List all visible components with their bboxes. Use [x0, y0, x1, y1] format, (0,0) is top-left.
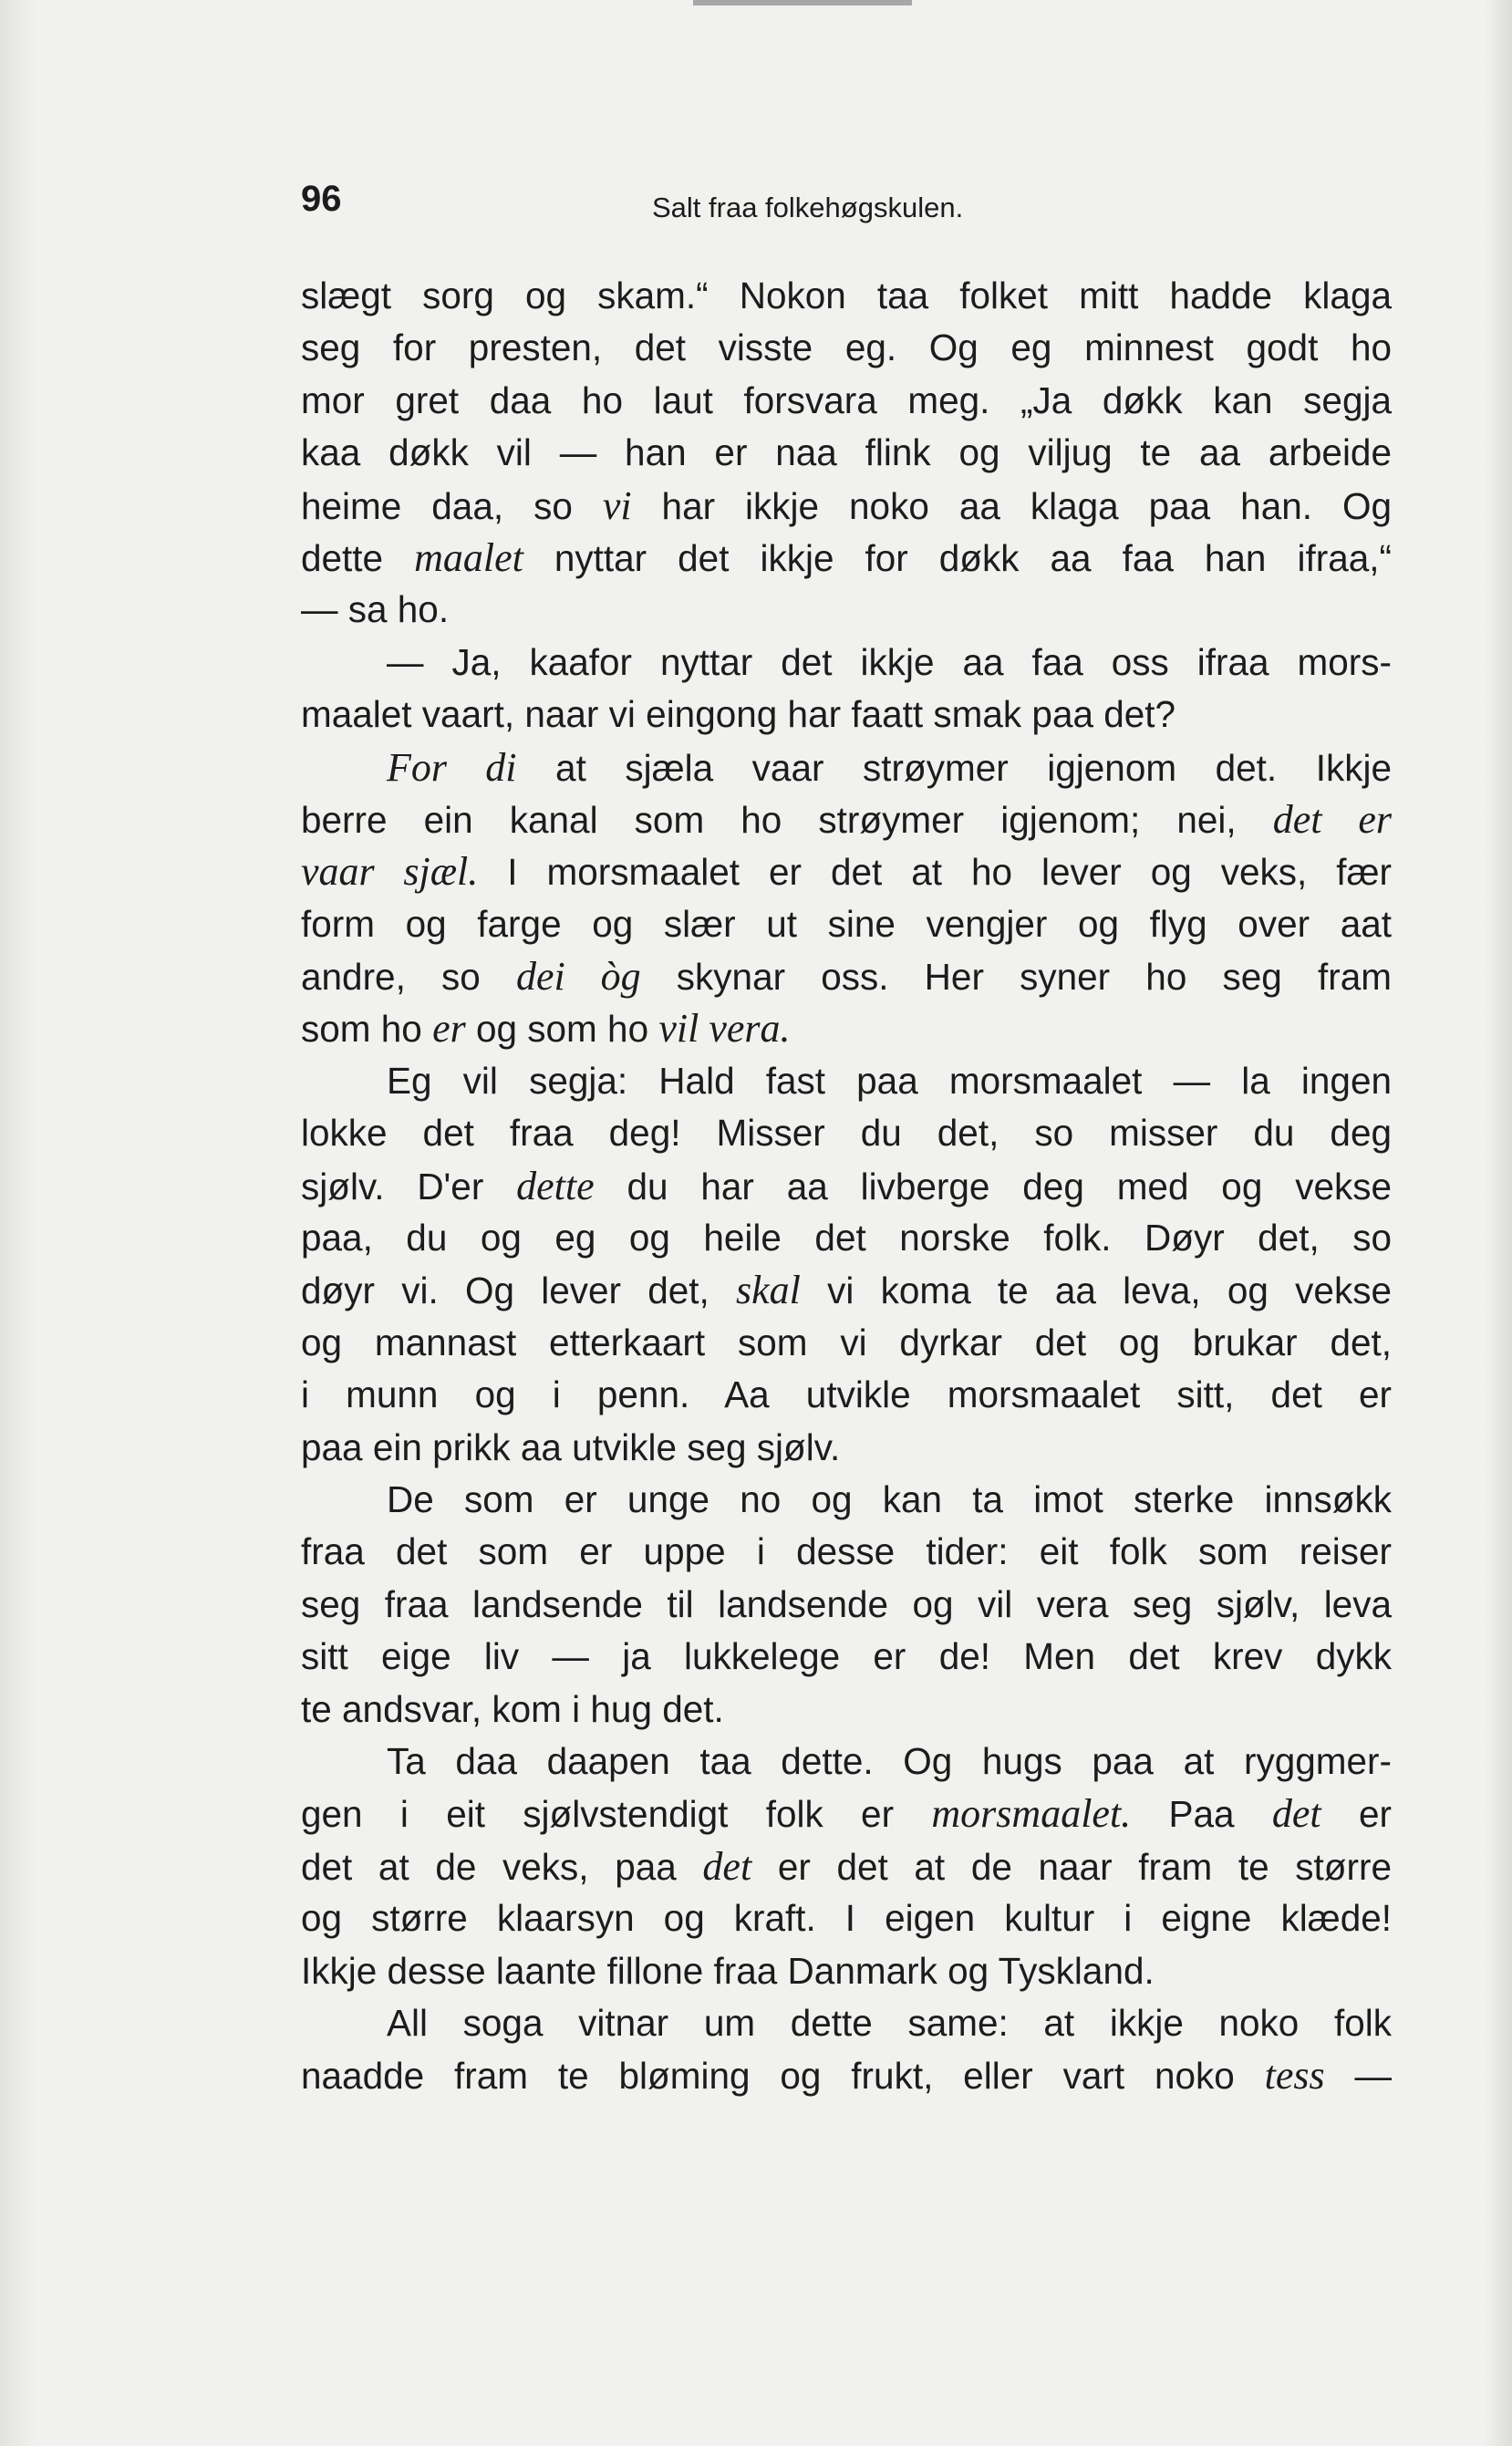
text-line: [301, 1840, 1392, 1892]
text-line: [301, 1945, 1392, 1997]
text-segment: —: [1324, 2055, 1392, 2098]
text-segment: at sjæla vaar strøymer igjenom det. Ikkje: [516, 746, 1392, 789]
text-line: [301, 1579, 1392, 1631]
text-segment: som ho: [301, 1008, 433, 1051]
text-segment: paa ein prikk aa utvikle seg sjølv.: [301, 1425, 841, 1468]
text-line: [301, 1264, 1392, 1316]
scan-mark: [693, 0, 912, 5]
text-line: [301, 898, 1392, 950]
text-line: [301, 1788, 1392, 1840]
italic-text: dette: [516, 1163, 595, 1208]
text-line: [301, 1892, 1392, 1944]
text-line: [301, 532, 1392, 584]
text-line: [301, 845, 1392, 897]
text-segment: Paa: [1131, 1793, 1272, 1836]
text-line: [301, 1160, 1392, 1212]
italic-text: det: [702, 1843, 752, 1889]
text-segment: Ikkje desse laante fillone fraa Danmark og Tyskland.: [301, 1949, 1155, 1992]
italic-text: er: [432, 1006, 466, 1052]
italic-text: det er: [1272, 796, 1392, 842]
text-line: [301, 375, 1392, 427]
text-line: [301, 793, 1392, 845]
italic-text: dei òg: [515, 954, 641, 1000]
text-line: [301, 689, 1392, 741]
text-segment: sitt eige liv — ja lukkelege er de! Men det krev dykk: [301, 1635, 1392, 1678]
page-number: 96: [301, 179, 342, 219]
text-segment: mor gret daa ho laut forsvara meg. „Ja døkk kan segja: [301, 378, 1392, 421]
text-segment: lokke det fraa deg! Misser du det, so misser du deg: [301, 1112, 1392, 1155]
italic-text: vi: [602, 482, 632, 528]
text-line: [301, 1684, 1392, 1736]
text-segment: døyr vi. Og lever det,: [301, 1270, 736, 1312]
text-line: [301, 1422, 1392, 1474]
text-segment: andre, so: [301, 956, 516, 999]
text-segment: nyttar det ikkje for døkk aa faa han ifraa,“: [523, 536, 1392, 579]
text-segment: slægt sorg og skam.“ Nokon taa folket mitt hadde klaga: [301, 275, 1392, 316]
text-segment: er det at de naar fram te større: [751, 1845, 1392, 1888]
text-line: [301, 1997, 1392, 2049]
text-segment: gen i eit sjølvstendigt folk er: [301, 1793, 932, 1836]
text-line: [301, 1736, 1392, 1788]
text-segment: form og farge og slær ut sine vengjer og flyg over aat: [301, 902, 1392, 945]
text-line: [301, 1317, 1392, 1369]
text-segment: du har aa livberge deg med og vekse: [594, 1165, 1392, 1207]
text-line: [301, 1526, 1392, 1578]
text-segment: seg for presten, det visste eg. Og eg minnest godt ho: [301, 326, 1392, 369]
body-text: [301, 270, 1392, 2102]
italic-text: skal: [736, 1268, 801, 1313]
italic-text: det: [1271, 1791, 1321, 1837]
text-segment: Eg vil segja: Hald fast paa morsmaalet — la ingen: [387, 1059, 1392, 1102]
text-segment: naadde fram te bløming og frukt, eller vart noko: [301, 2055, 1265, 2098]
text-segment: seg fraa landsende til landsende og vil vera seg sjølv, leva: [301, 1582, 1392, 1625]
text-segment: heime daa, so: [301, 484, 603, 527]
text-line: [301, 584, 1392, 636]
text-segment: skynar oss. Her syner ho seg fram: [640, 956, 1392, 999]
text-line: [301, 1369, 1392, 1421]
text-line: [301, 950, 1392, 1002]
text-segment: og som ho: [465, 1008, 659, 1051]
text-segment: berre ein kanal som ho strøymer igjenom; nei,: [301, 798, 1273, 841]
text-line: [301, 322, 1392, 374]
text-segment: te andsvar, kom i hug det.: [301, 1687, 724, 1730]
text-line: [301, 2049, 1392, 2101]
text-segment: er: [1320, 1793, 1393, 1836]
text-segment: sjølv. D'er: [301, 1165, 517, 1207]
text-line: [301, 270, 1392, 322]
page-edge-left: [0, 0, 36, 2446]
text-line: [301, 1631, 1392, 1683]
text-line: [301, 1474, 1392, 1526]
italic-text: tess: [1264, 2053, 1325, 2099]
text-segment: — Ja, kaafor nyttar det ikkje aa faa oss ifraa mors-: [387, 640, 1392, 683]
text-line: [301, 1212, 1392, 1264]
text-segment: All soga vitnar um dette same: at ikkje noko folk: [387, 2001, 1392, 2044]
italic-text: vil vera.: [658, 1006, 791, 1052]
text-segment: kaa døkk vil — han er naa flink og viljug te aa arbeide: [301, 431, 1392, 474]
text-segment: det at de veks, paa: [301, 1845, 703, 1888]
text-line: [301, 637, 1392, 689]
italic-text: vaar sjæl.: [301, 849, 479, 895]
text-line: [301, 1002, 1392, 1054]
text-segment: — sa ho.: [301, 588, 450, 631]
italic-text: For di: [387, 744, 517, 790]
text-segment: maalet vaart, naar vi eingong har faatt smak paa det?: [301, 693, 1176, 736]
text-line: [301, 480, 1392, 532]
text-segment: har ikkje noko aa klaga paa han. Og: [631, 484, 1392, 527]
running-head: [301, 179, 1395, 243]
running-title: Salt fraa folkehøgskulen.: [652, 192, 964, 223]
text-segment: dette: [301, 536, 415, 579]
italic-text: morsmaalet.: [931, 1791, 1132, 1837]
text-segment: Ta daa daapen taa dette. Og hugs paa at ryggmer-: [387, 1739, 1392, 1782]
text-segment: fraa det som er uppe i desse tider: eit folk som reiser: [301, 1530, 1392, 1573]
text-segment: I morsmaalet er det at ho lever og veks, fær: [478, 851, 1393, 894]
text-line: [301, 427, 1392, 479]
text-line: [301, 1055, 1392, 1107]
text-segment: De som er unge no og kan ta imot sterke innsøkk: [387, 1477, 1392, 1520]
text-segment: paa, du og eg og heile det norske folk. Døyr det, so: [301, 1217, 1392, 1259]
text-segment: i munn og i penn. Aa utvikle morsmaalet sitt, det er: [301, 1373, 1392, 1416]
text-segment: og mannast etterkaart som vi dyrkar det og brukar det,: [301, 1321, 1392, 1363]
italic-text: maalet: [414, 534, 523, 580]
text-line: [301, 1107, 1392, 1159]
text-segment: og større klaarsyn og kraft. I eigen kultur i eigne klæde!: [301, 1897, 1392, 1940]
page-edge-right: [1485, 0, 1512, 2446]
text-line: [301, 741, 1392, 793]
text-segment: vi koma te aa leva, og vekse: [800, 1270, 1392, 1312]
